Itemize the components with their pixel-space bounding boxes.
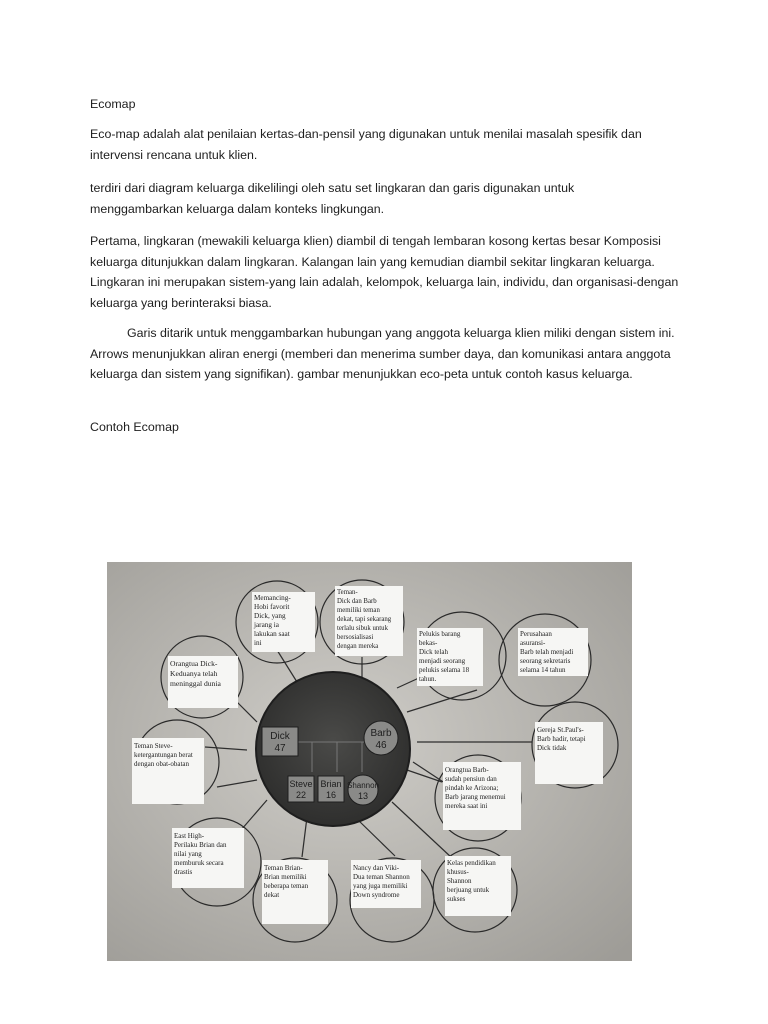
note-teman-dick-line: bersosialisasi [337, 634, 374, 641]
note-gereja [535, 722, 603, 784]
note-kelas [445, 856, 511, 916]
note-hobi-line: Hobi favorit [254, 603, 290, 611]
note-east-high [172, 828, 244, 888]
note-pelukis-line: tahun. [419, 675, 437, 683]
note-pelukis-line: bekas- [419, 639, 438, 647]
member-dick [262, 727, 298, 756]
note-orangtua-barb-line: pindah ke Arizona; [445, 784, 499, 792]
member-shannon-age: 13 [357, 791, 369, 801]
note-orangtua-barb-line: Barb jarang menemui [445, 793, 506, 801]
note-perusahaan-line: Barb telah menjadi [520, 648, 574, 656]
member-shannon-name: Shannon [346, 781, 380, 790]
note-teman-steve-line: dengan obat-obatan [134, 760, 190, 768]
member-barb-age: 46 [375, 740, 387, 751]
note-kelas-line: berjuang untuk [447, 886, 490, 894]
note-hobi-line: lakukan saat [254, 630, 290, 638]
note-pelukis-line: pelukis selama 18 [419, 666, 470, 674]
svg-text:Orangtua Dick- Keduanya [170, 659, 221, 688]
note-orangtua-dick-line: meninggal dunia [170, 679, 221, 688]
note-teman-brian [262, 860, 328, 924]
note-nancy-line: Down syndrome [353, 891, 400, 899]
member-steve [288, 776, 314, 802]
note-kelas-line: khusus- [447, 868, 469, 876]
note-teman-brian-line: beberapa teman [264, 882, 309, 890]
note-kelas-line: Shannon [447, 877, 472, 885]
member-steve-age: 22 [295, 790, 307, 800]
note-orangtua-barb [443, 762, 521, 830]
note-pelukis-line: Dick telah [419, 648, 448, 656]
note-hobi-line: ini [254, 639, 262, 647]
note-perusahaan-line: asuransi- [520, 639, 546, 647]
note-teman-dick-line: terlalu sibuk untuk [337, 625, 388, 632]
note-hobi-line: jarang ia [254, 621, 279, 629]
note-gereja-line: Gereja St.Paul's- [537, 726, 584, 734]
note-hobi-line: Memancing- [254, 594, 291, 602]
note-orangtua-barb-line: mereka saat ini [445, 802, 488, 810]
note-teman-dick-line: Teman- [337, 589, 358, 596]
note-teman-dick-line: Dick dan Barb [337, 598, 377, 605]
note-orangtua-dick [168, 656, 238, 708]
document-subheading: Contoh Ecomap [90, 420, 179, 434]
note-east-high-line: East High- [174, 832, 205, 840]
note-hobi [252, 592, 315, 652]
note-pelukis-line: Pelukis barang [419, 630, 461, 638]
note-nancy-line: Dua teman Shannon [353, 873, 410, 881]
note-east-high-line: nilai yang [174, 850, 202, 858]
note-orangtua-dick-line: Orangtua Dick- [170, 659, 218, 668]
note-kelas-line: Kelas pendidikan [447, 859, 496, 867]
member-barb-name: Barb [370, 728, 392, 739]
note-nancy-line: yang juga memiliki [353, 882, 408, 890]
member-dick-name: Dick [270, 731, 290, 742]
note-teman-steve-line: ketergantungan berat [134, 751, 193, 759]
paragraph-2: terdiri dari diagram keluarga dikelilingi oleh satu set lingkaran dan garis digunakan untuk menggambarkan keluarga dalam konteks lingkungan. [90, 181, 575, 216]
note-teman-dick-line: dengan mereka [337, 643, 379, 650]
note-perusahaan-line: seorang sekretaris [520, 657, 571, 665]
note-east-high-line: Perilaku Brian dan [174, 841, 227, 849]
paragraph-4: Garis ditarik untuk menggambarkan hubungan yang anggota keluarga klien miliki dengan sistem ini. Arrows menunjukkan aliran energi (memberi dan menerima sumber daya, dan komunikasi antara anggota keluarga dan sistem yang signifikan). gambar menunjukkan eco-peta untuk contoh kasus keluarga. [90, 326, 675, 381]
note-teman-brian-line: dekat [264, 891, 280, 899]
note-perusahaan [518, 628, 588, 676]
member-shannon [347, 775, 379, 805]
note-east-high-line: memburuk secara [174, 859, 224, 867]
member-brian [318, 776, 344, 802]
note-orangtua-barb-line: sudah pensiun dan [445, 775, 497, 783]
member-brian-age: 16 [325, 790, 337, 800]
note-gereja-line: Barb hadir, tetapi [537, 735, 586, 743]
note-teman-steve-line: Teman Steve- [134, 742, 173, 750]
member-brian-name: Brian [320, 779, 342, 789]
note-orangtua-dick-line: Keduanya telah [170, 669, 218, 678]
note-nancy [351, 860, 421, 908]
note-teman-steve [132, 738, 204, 804]
member-steve-name: Steve [289, 779, 313, 789]
note-teman-dick [335, 586, 403, 656]
note-east-high-line: drastis [174, 868, 193, 876]
note-hobi-line: Dick, yang [254, 612, 286, 620]
note-teman-brian-line: Teman Brian- [264, 864, 303, 872]
note-pelukis [417, 628, 483, 686]
note-teman-brian-line: Brian memiliki [264, 873, 307, 881]
note-teman-dick-line: memiliki teman [337, 607, 380, 614]
member-barb [364, 721, 398, 755]
ecomap-photo [107, 562, 632, 961]
paragraph-3: Pertama, lingkaran (mewakili keluarga klien) diambil di tengah lembaran kosong kertas besar Komposisi keluarga ditunjukkan dalam lingkaran. Kalangan lain yang kemudian diambil sekitar lingkaran keluarga. Lingkaran ini merupakan sistem-yang lain adalah, kelompok, keluarga lain, individu, dan organisasi-dengan keluarga yang berinteraksi biasa. [90, 234, 679, 310]
note-perusahaan-line: selama 14 tahun [520, 666, 566, 674]
note-teman-dick-line: dekat, tapi sekarang [337, 616, 392, 623]
paragraph-1: Eco-map adalah alat penilaian kertas-dan-pensil yang digunakan untuk menilai masalah spesifik dan intervensi rencana untuk klien. [90, 127, 642, 162]
note-perusahaan-line: Perusahaan [520, 630, 552, 638]
note-pelukis-line: menjadi seorang [419, 657, 466, 665]
note-kelas-line: sukses [447, 895, 466, 903]
member-dick-age: 47 [274, 743, 286, 754]
document-title: Ecomap [90, 97, 136, 111]
note-nancy-line: Nancy dan Viki- [353, 864, 400, 872]
note-orangtua-barb-line: Orangtua Barb- [445, 766, 489, 774]
note-gereja-line: Dick tidak [537, 744, 567, 752]
